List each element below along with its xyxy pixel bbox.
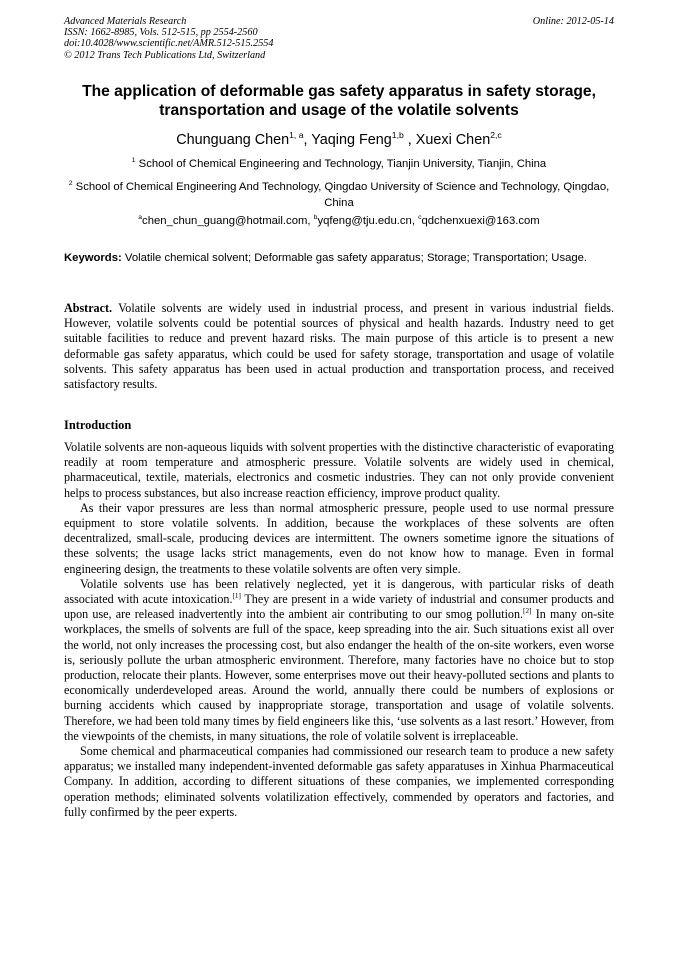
online-date: Online: 2012-05-14 (532, 16, 614, 27)
paragraph: Volatile solvents are non-aqueous liquids with solvent properties with the distinctive characteristic of evaporating readily at room temperature and atmospheric pressure. Volatile solvents are widely used in chemical, pharmaceutical, textile, materials, electronics and cosmetic industries. They can not only provide convenient helps to process substances, but also increase reaction efficiency, improve product quality. (64, 440, 614, 500)
abstract-label: Abstract. (64, 301, 113, 315)
affiliation-2 (64, 179, 614, 211)
affiliation-number: 2 (68, 180, 73, 188)
doi-line: doi:10.4028/www.scientific.net/AMR.512-515.2554 (64, 38, 274, 50)
citation-ref[interactable]: [1] (232, 592, 241, 600)
citation-ref[interactable]: [2] (523, 607, 532, 616)
affiliation-number: 1 (131, 157, 136, 165)
keywords-label: Keywords: (64, 252, 122, 264)
author-name: Yaqing Feng (311, 132, 392, 148)
email-superscript: c (418, 214, 422, 222)
keywords-text: Volatile chemical solvent; Deformable gas safety apparatus; Storage; Transportation; Usage. (124, 252, 588, 264)
paragraph: Some chemical and pharmaceutical companies had commissioned our research team to produce a new safety apparatus; we installed many independent-invented deformable gas safety apparatuses in Xinhua Pharmaceutical Company. In addition, according to different situations of these companies, we implemented corresponding operation methods; eliminated solvents volatilization effectively, commended by operators and factories, and fully confirmed by the peer experts. (64, 744, 614, 819)
email-superscript: a (138, 214, 143, 222)
journal-header (64, 16, 614, 61)
author-name: Xuexi Chen (415, 132, 491, 148)
abstract-text: Volatile solvents are widely used in industrial process, and present in various industrial fields. However, volatile solvents could be potential sources of physical and health hazards. Industry need to get suitable facilities to reduce and prevent hazard risks. The main purpose of this article is to present a new deformable gas safety apparatus, which could be used for safety storage, transportation and usage of volatile solvents. This safety apparatus has been used in actual production and transportation process, and received satisfactory results. (64, 301, 614, 392)
paper-title: The application of deformable gas safety apparatus in safety storage, transportation and usage of the volatile solvents (82, 83, 596, 119)
email-superscript: b (313, 214, 318, 222)
author-name: Chunguang Chen (176, 132, 290, 148)
affiliation-text: School of Chemical Engineering and Technology, Tianjin University, Tianjin, China (138, 158, 547, 170)
email-address[interactable]: qdchenxuexi@163.com (421, 215, 540, 227)
affiliation-text: School of Chemical Engineering And Technology, Qingdao University of Science and Technology, Qingdao, China (75, 181, 610, 209)
section-heading-introduction: Introduction (64, 418, 132, 432)
email-address[interactable]: yqfeng@tju.edu.cn (317, 215, 412, 227)
journal-name: Advanced Materials Research (64, 16, 187, 27)
author-list: Chunguang Chen$^{1, a}$, Yaqing Feng$^{1,b}$ , Xuexi Chen$^{2,c}$ (176, 130, 502, 148)
introduction-body (64, 440, 614, 820)
issn-line: ISSN: 1662-8985, Vols. 512-515, pp 2554-2560 (64, 27, 258, 39)
copyright-line: © 2012 Trans Tech Publications Ltd, Switzerland (64, 49, 266, 61)
abstract (64, 301, 614, 392)
paragraph: As their vapor pressures are less than normal atmospheric pressure, people used to use normal pressure equipment to store volatile solvents. In addition, because the workplaces of these solvents are often decentralized, small-scale, producing devices are intermittent. The owners sometime ignore the situations of these solvents; the usage lacks strict managements, even do not know how to manage. Even in formal engineering design, the treatments to these volatile solvents are often very simple. (64, 500, 614, 576)
paragraph: Volatile solvents use has been relatively neglected, yet it is dangerous, with particular risks of death associated with acute intoxication.[1] They are present in a wide variety of industrial and consumer products and upon use, are released inadvertently into the ambient air contributing to our smog pollution.[2] In many on-site workplaces, the smells of solvents are full of the space, keep spreading into the air. Such situations exist all over the world, not only increases the processing cost, but also endanger the health of the on-site workers, even worse is, seriously pollute the urban atmospheric environment. Therefore, many factories have no choice but to stop production, relocate their plants. However, some enterprises move out their heavy-polluted sections and plants to economically underdeveloped areas. Around the world, annually there could be numbers of explosions or burning accidents which caused by inappropriate storage, transportation and usage of volatile solvents. Therefore, we had been told many times by field engineers like this, ‘use solvents as a last resort.’ However, from the viewpoints of the chemists, in many situations, the role of volatile solvent is irreplaceable. (64, 576, 615, 743)
email-list: $^a$chen_chun_guang@hotmail.com, $^b$yqfeng@tju.edu.cn, $^c$qdchenxuexi@163.com (138, 214, 540, 227)
author-superscript: 1, a (289, 130, 304, 141)
email-address[interactable]: chen_chun_guang@hotmail.com (142, 215, 308, 227)
author-superscript: 1,b (391, 130, 404, 141)
author-superscript: 2,c (490, 130, 502, 141)
affiliation-1 (64, 156, 614, 172)
keywords (64, 251, 614, 266)
